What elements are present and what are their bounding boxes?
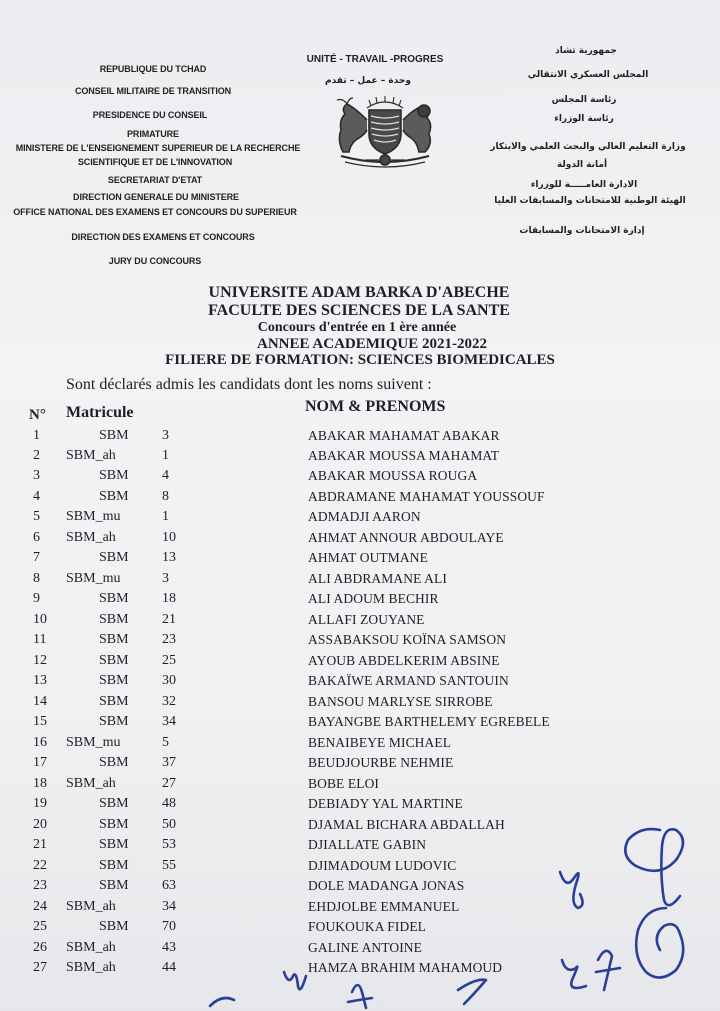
header-left-line: PRIMATURE (127, 129, 179, 139)
column-header-no: N° (29, 407, 46, 423)
row-full-name: BANSOU MARLYSE SIRROBE (308, 694, 493, 709)
table-row (0, 653, 720, 673)
row-full-name: AHMAT OUTMANE (308, 550, 428, 565)
table-row (0, 612, 720, 632)
row-matricule-prefix: SBM (99, 837, 129, 852)
row-full-name: ABDRAMANE MAHAMAT YOUSSOUF (308, 489, 545, 504)
table-row (0, 878, 720, 898)
row-matricule-prefix: SBM (99, 653, 129, 668)
header-right-line: إدارة الامتحانات والمسابقات (519, 226, 645, 236)
header-left-line: PRESIDENCE DU CONSEIL (92, 110, 208, 120)
row-matricule-number: 3 (162, 428, 169, 443)
header-left-line: SCIENTIFIQUE ET DE L'INNOVATION (77, 157, 233, 167)
table-row (0, 489, 720, 509)
row-number: 15 (33, 714, 47, 729)
row-full-name: ALI ADOUM BECHIR (308, 591, 439, 606)
row-matricule-number: 1 (162, 448, 169, 463)
row-matricule-prefix: SBM_ah (66, 448, 116, 463)
row-matricule-number: 1 (162, 509, 169, 524)
row-full-name: BENAIBEYE MICHAEL (308, 735, 452, 750)
row-matricule-number: 34 (162, 899, 176, 914)
row-matricule-number: 63 (162, 878, 176, 893)
row-full-name: ABAKAR MAHAMAT ABAKAR (308, 428, 500, 443)
row-full-name: ABAKAR MOUSSA ROUGA (308, 468, 478, 483)
header-right-line: أمانة الدولة (556, 160, 608, 170)
row-matricule-number: 10 (162, 530, 176, 545)
row-matricule-prefix: SBM_ah (66, 960, 116, 975)
row-matricule-prefix: SBM_mu (66, 735, 121, 750)
table-row (0, 591, 720, 611)
row-number: 7 (33, 550, 40, 565)
row-matricule-prefix: SBM (99, 632, 129, 647)
row-number: 11 (33, 632, 47, 647)
header-left-line: SECRETARIAT D'ETAT (107, 175, 203, 185)
row-number: 1 (33, 428, 40, 443)
row-matricule-number: 5 (162, 735, 169, 750)
row-matricule-prefix: SBM (99, 796, 129, 811)
row-number: 13 (33, 673, 47, 688)
header-left-line: DIRECTION DES EXAMENS ET CONCOURS (71, 232, 255, 242)
row-matricule-number: 3 (162, 571, 169, 586)
row-full-name: GALINE ANTOINE (308, 940, 423, 955)
header-left-line: MINISTERE DE L'ENSEIGNEMENT SUPERIEUR DE LA RECHERCHE (15, 143, 301, 153)
header-left-line: OFFICE NATIONAL DES EXAMENS ET CONCOURS DU SUPERIEUR (13, 207, 297, 217)
national-motto-arabic: وحدة – عمل – تقدم (325, 76, 411, 86)
row-full-name: BAYANGBE BARTHELEMY EGREBELE (308, 714, 550, 729)
header-left-line: JURY DU CONCOURS (108, 256, 202, 266)
column-header-matricule: Matricule (66, 404, 134, 421)
row-matricule-number: 27 (162, 776, 176, 791)
row-matricule-number: 21 (162, 612, 176, 627)
row-matricule-number: 53 (162, 837, 176, 852)
table-row (0, 858, 720, 878)
row-number: 24 (33, 899, 47, 914)
row-matricule-number: 23 (162, 632, 176, 647)
row-full-name: BEUDJOURBE NEHMIE (308, 755, 454, 770)
row-matricule-number: 4 (162, 468, 169, 483)
faculty-title: FACULTE DES SCIENCES DE LA SANTE (208, 302, 510, 319)
table-row (0, 714, 720, 734)
row-full-name: ALLAFI ZOUYANE (308, 612, 425, 627)
row-matricule-number: 34 (162, 714, 176, 729)
row-number: 12 (33, 653, 47, 668)
table-row (0, 817, 720, 837)
row-matricule-number: 32 (162, 694, 176, 709)
row-matricule-prefix: SBM_ah (66, 899, 116, 914)
row-number: 8 (33, 571, 40, 586)
row-full-name: DOLE MADANGA JONAS (308, 878, 465, 893)
row-matricule-prefix: SBM (99, 817, 129, 832)
table-row (0, 837, 720, 857)
row-matricule-prefix: SBM (99, 673, 129, 688)
row-matricule-number: 30 (162, 673, 176, 688)
row-matricule-prefix: SBM (99, 755, 129, 770)
table-row (0, 919, 720, 939)
row-number: 19 (33, 796, 47, 811)
row-matricule-number: 25 (162, 653, 176, 668)
row-matricule-prefix: SBM (99, 591, 129, 606)
row-matricule-prefix: SBM_mu (66, 571, 121, 586)
row-number: 20 (33, 817, 47, 832)
row-number: 21 (33, 837, 47, 852)
table-row (0, 673, 720, 693)
row-matricule-prefix: SBM (99, 428, 129, 443)
row-full-name: FOUKOUKA FIDEL (308, 919, 427, 934)
row-full-name: DEBIADY YAL MARTINE (308, 796, 463, 811)
row-matricule-number: 55 (162, 858, 176, 873)
row-full-name: HAMZA BRAHIM MAHAMOUD (308, 960, 503, 975)
row-number: 2 (33, 448, 40, 463)
row-number: 4 (33, 489, 40, 504)
row-full-name: BAKAÏWE ARMAND SANTOUIN (308, 673, 509, 688)
header-right-line: رئاسة المجلس (551, 95, 617, 105)
header-left-line: DIRECTION GENERALE DU MINISTERE (73, 192, 239, 202)
header-right-line: الادارة العامـــــة للوزراء (530, 180, 638, 190)
row-matricule-number: 50 (162, 817, 176, 832)
row-full-name: AHMAT ANNOUR ABDOULAYE (308, 530, 504, 545)
row-number: 5 (33, 509, 40, 524)
row-number: 25 (33, 919, 47, 934)
exam-title: Concours d'entrée en 1 ère année (257, 320, 457, 335)
row-matricule-prefix: SBM (99, 612, 129, 627)
table-row (0, 468, 720, 488)
table-row (0, 796, 720, 816)
table-row (0, 776, 720, 796)
table-row (0, 509, 720, 529)
row-full-name: ADMADJI AARON (308, 509, 421, 524)
row-full-name: DJIMADOUM LUDOVIC (308, 858, 457, 873)
header-right-line: الهيئة الوطنية للامتحانات والمسابقات العليا (494, 196, 686, 206)
row-full-name: BOBE ELOI (308, 776, 380, 791)
row-matricule-prefix: SBM (99, 489, 129, 504)
row-number: 9 (33, 591, 40, 606)
row-number: 3 (33, 468, 40, 483)
row-full-name: AYOUB ABDELKERIM ABSINE (308, 653, 500, 668)
row-matricule-prefix: SBM_ah (66, 530, 116, 545)
row-number: 22 (33, 858, 47, 873)
row-full-name: DJIALLATE GABIN (308, 837, 427, 852)
row-matricule-prefix: SBM (99, 878, 129, 893)
academic-year: ANNEE ACADEMIQUE 2021-2022 (256, 336, 488, 352)
row-matricule-prefix: SBM (99, 694, 129, 709)
row-matricule-number: 37 (162, 755, 176, 770)
row-matricule-number: 43 (162, 940, 176, 955)
row-matricule-number: 48 (162, 796, 176, 811)
coat-of-arms-icon (325, 94, 445, 172)
table-row (0, 940, 720, 960)
row-number: 26 (33, 940, 47, 955)
header-left-line: REPUBLIQUE DU TCHAD (99, 64, 207, 74)
row-matricule-prefix: SBM (99, 858, 129, 873)
row-matricule-number: 8 (162, 489, 169, 504)
track-title: FILIERE DE FORMATION: SCIENCES BIOMEDICALES (165, 352, 555, 368)
row-number: 18 (33, 776, 47, 791)
row-full-name: ASSABAKSOU KOÏNA SAMSON (308, 632, 507, 647)
row-number: 23 (33, 878, 47, 893)
header-right-line: رئاسة الوزراء (554, 114, 614, 124)
row-number: 6 (33, 530, 40, 545)
row-number: 17 (33, 755, 47, 770)
row-matricule-prefix: SBM_mu (66, 509, 121, 524)
header-right-line: وزارة التعليم العالي والبحث العلمي والابتكار (490, 142, 686, 152)
university-title: UNIVERSITE ADAM BARKA D'ABECHE (208, 284, 510, 301)
row-number: 14 (33, 694, 47, 709)
table-row (0, 960, 720, 980)
header-right-line: جمهورية تشاد (555, 46, 617, 56)
row-matricule-prefix: SBM (99, 468, 129, 483)
row-matricule-prefix: SBM (99, 919, 129, 934)
row-number: 10 (33, 612, 47, 627)
row-number: 16 (33, 735, 47, 750)
row-matricule-number: 44 (162, 960, 176, 975)
table-row (0, 550, 720, 570)
table-row (0, 755, 720, 775)
row-matricule-prefix: SBM_ah (66, 940, 116, 955)
row-full-name: ABAKAR MOUSSA MAHAMAT (308, 448, 500, 463)
row-matricule-prefix: SBM (99, 714, 129, 729)
row-matricule-number: 18 (162, 591, 176, 606)
row-full-name: EHDJOLBE EMMANUEL (308, 899, 460, 914)
row-matricule-number: 13 (162, 550, 176, 565)
table-row (0, 735, 720, 755)
row-matricule-prefix: SBM_ah (66, 776, 116, 791)
table-row (0, 571, 720, 591)
row-matricule-prefix: SBM (99, 550, 129, 565)
table-row (0, 448, 720, 468)
row-matricule-number: 70 (162, 919, 176, 934)
table-row (0, 632, 720, 652)
national-motto: UNITÉ - TRAVAIL -PROGRES (306, 54, 444, 65)
table-row (0, 428, 720, 448)
row-number: 27 (33, 960, 47, 975)
table-row (0, 530, 720, 550)
column-header-name: NOM & PRENOMS (305, 398, 446, 415)
header-right-line: المجلس العسكري الانتقالي (527, 70, 649, 80)
table-row (0, 899, 720, 919)
intro-text: Sont déclarés admis les candidats dont les noms suivent : (66, 376, 432, 393)
header-left-line: CONSEIL MILITAIRE DE TRANSITION (74, 86, 232, 96)
row-full-name: DJAMAL BICHARA ABDALLAH (308, 817, 505, 832)
row-full-name: ALI ABDRAMANE ALI (308, 571, 447, 586)
table-row (0, 694, 720, 714)
